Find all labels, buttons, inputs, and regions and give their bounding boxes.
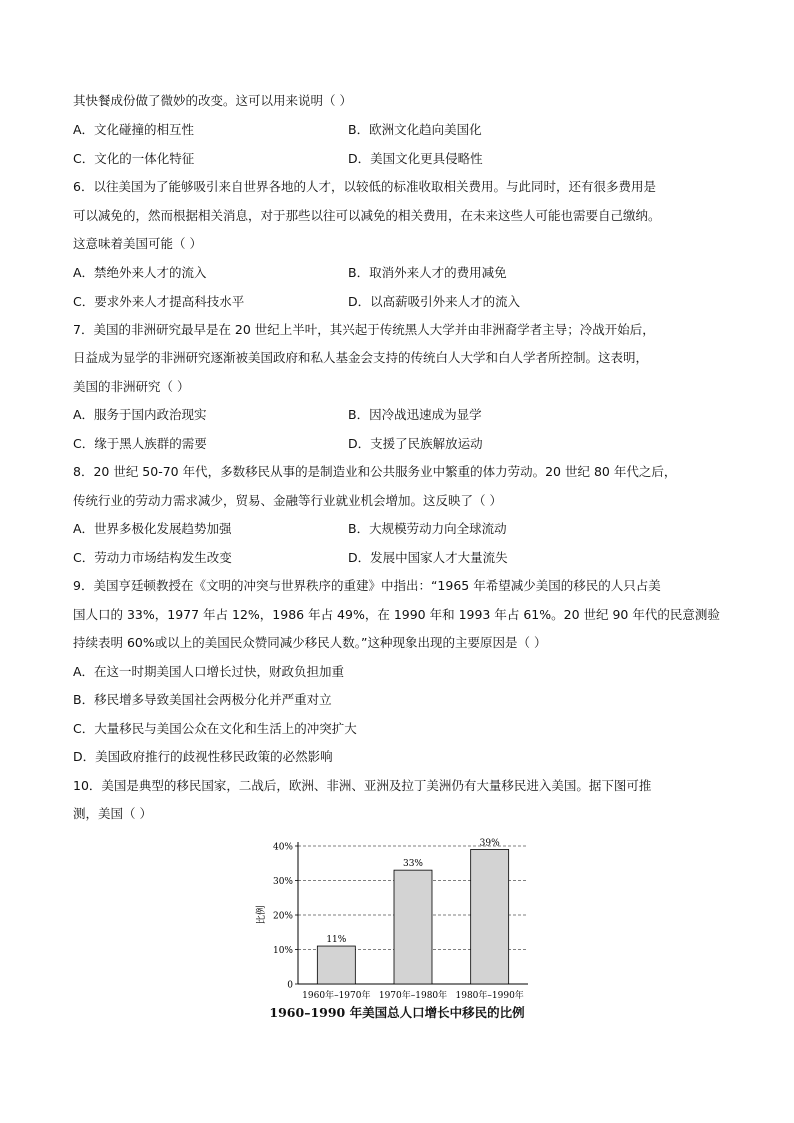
q7-option-a: A．服务于国内政治现实 xyxy=(73,407,207,422)
q6-option-d: D．以高薪吸引外来人才的流入 xyxy=(348,294,521,309)
q10-stem-line: 测，美国（ ） xyxy=(73,806,152,821)
q5-option-b: B．欧洲文化趋向美国化 xyxy=(348,122,482,137)
q6-option-a: A．禁绝外来人才的流入 xyxy=(73,265,207,280)
q9-stem-line: 国人口的 33%，1977 年占 12%，1986 年占 49%，在 1990 年和 1993 年占 61%。20 世纪 90 年代的民意测验 xyxy=(73,607,720,622)
q6-stem-line: 这意味着美国可能（ ） xyxy=(73,236,202,251)
bar xyxy=(317,946,355,984)
q9-option-b: B．移民增多导致美国社会两极分化并严重对立 xyxy=(73,692,332,707)
q9-stem-line: 持续表明 60%或以上的美国民众赞同减少移民人数。”这种现象出现的主要原因是（ ） xyxy=(73,635,547,650)
q6-stem-line: 可以减免的，然而根据相关消息，对于那些以往可以减免的相关费用，在未来这些人可能也需要自己缴纳。 xyxy=(73,208,661,223)
bar-value-label: 33% xyxy=(402,859,424,870)
bar xyxy=(394,870,432,984)
q7-stem-line: 7．美国的非洲研究最早是在 20 世纪上半叶，其兴起于传统黑人大学并由非洲裔学者主导；冷战开始后， xyxy=(73,322,655,337)
x-tick-label: 1970年–1980年 xyxy=(378,991,448,1001)
q6-stem-line: 6．以往美国为了能够吸引来自世界各地的人才，以较低的标准收取相关费用。与此同时，还有很多费用是 xyxy=(73,179,656,194)
q7-option-b: B．因冷战迅速成为显学 xyxy=(348,407,482,422)
y-tick-label: 20% xyxy=(272,911,293,922)
bar-chart xyxy=(250,828,550,1028)
y-tick-label: 30% xyxy=(272,877,293,887)
bar-chart-svg xyxy=(250,828,550,1003)
q8-stem-line: 传统行业的劳动力需求减少，贸易、金融等行业就业机会增加。这反映了（ ） xyxy=(73,493,502,508)
bar xyxy=(471,849,509,984)
q8-stem-line: 8．20 世纪 50-70 年代，多数移民从事的是制造业和公共服务业中繁重的体力劳动。20 世纪 80 年代之后， xyxy=(73,464,677,479)
y-axis-label: 比例 xyxy=(256,905,267,925)
x-tick-label: 1960年–1970年 xyxy=(302,991,371,1001)
chart-title: 1960–1990 年美国总人口增长中移民的比例 xyxy=(269,1005,525,1020)
q7-stem-line: 美国的非洲研究（ ） xyxy=(73,379,190,394)
q6-option-c: C．要求外来人才提高科技水平 xyxy=(73,294,245,309)
q10-stem-line: 10．美国是典型的移民国家，二战后，欧洲、非洲、亚洲及拉丁美洲仍有大量移民进入美国。据下图可推 xyxy=(73,778,652,793)
q9-option-a: A．在这一时期美国人口增长过快，财政负担加重 xyxy=(73,664,345,679)
bar-value-label: 39% xyxy=(479,838,500,849)
y-tick-label: 10% xyxy=(272,946,293,956)
q8-option-a: A．世界多极化发展趋势加强 xyxy=(73,521,232,536)
q6-option-b: B．取消外来人才的费用减免 xyxy=(348,265,507,280)
q5-option-d: D．美国文化更具侵略性 xyxy=(348,151,483,166)
q5-option-c: C．文化的一体化特征 xyxy=(73,151,195,166)
q7-stem-line: 日益成为显学的非洲研究逐渐被美国政府和私人基金会支持的传统白人大学和白人学者所控制。这表明， xyxy=(73,350,649,365)
x-tick-label: 1980年–1990年 xyxy=(455,991,524,1001)
bar-value-label: 11% xyxy=(326,935,347,946)
q8-option-d: D．发展中国家人才大量流失 xyxy=(348,550,508,565)
q9-option-c: C．大量移民与美国公众在文化和生活上的冲突扩大 xyxy=(73,721,357,736)
q8-option-b: B．大规模劳动力向全球流动 xyxy=(348,521,507,536)
q5-stem-tail: 其快餐成份做了微妙的改变。这可以用来说明（ ） xyxy=(73,93,352,108)
q7-option-c: C．缘于黑人族群的需要 xyxy=(73,436,207,451)
y-tick-label: 0 xyxy=(287,980,293,991)
q9-option-d: D．美国政府推行的歧视性移民政策的必然影响 xyxy=(73,749,333,764)
q5-option-a: A．文化碰撞的相互性 xyxy=(73,122,195,137)
q8-option-c: C．劳动力市场结构发生改变 xyxy=(73,550,232,565)
y-tick-label: 40% xyxy=(272,842,293,853)
q9-stem-line: 9．美国亨廷顿教授在《文明的冲突与世界秩序的重建》中指出：“1965 年希望减少美国的移民的人只占美 xyxy=(73,578,661,593)
q7-option-d: D．支援了民族解放运动 xyxy=(348,436,483,451)
